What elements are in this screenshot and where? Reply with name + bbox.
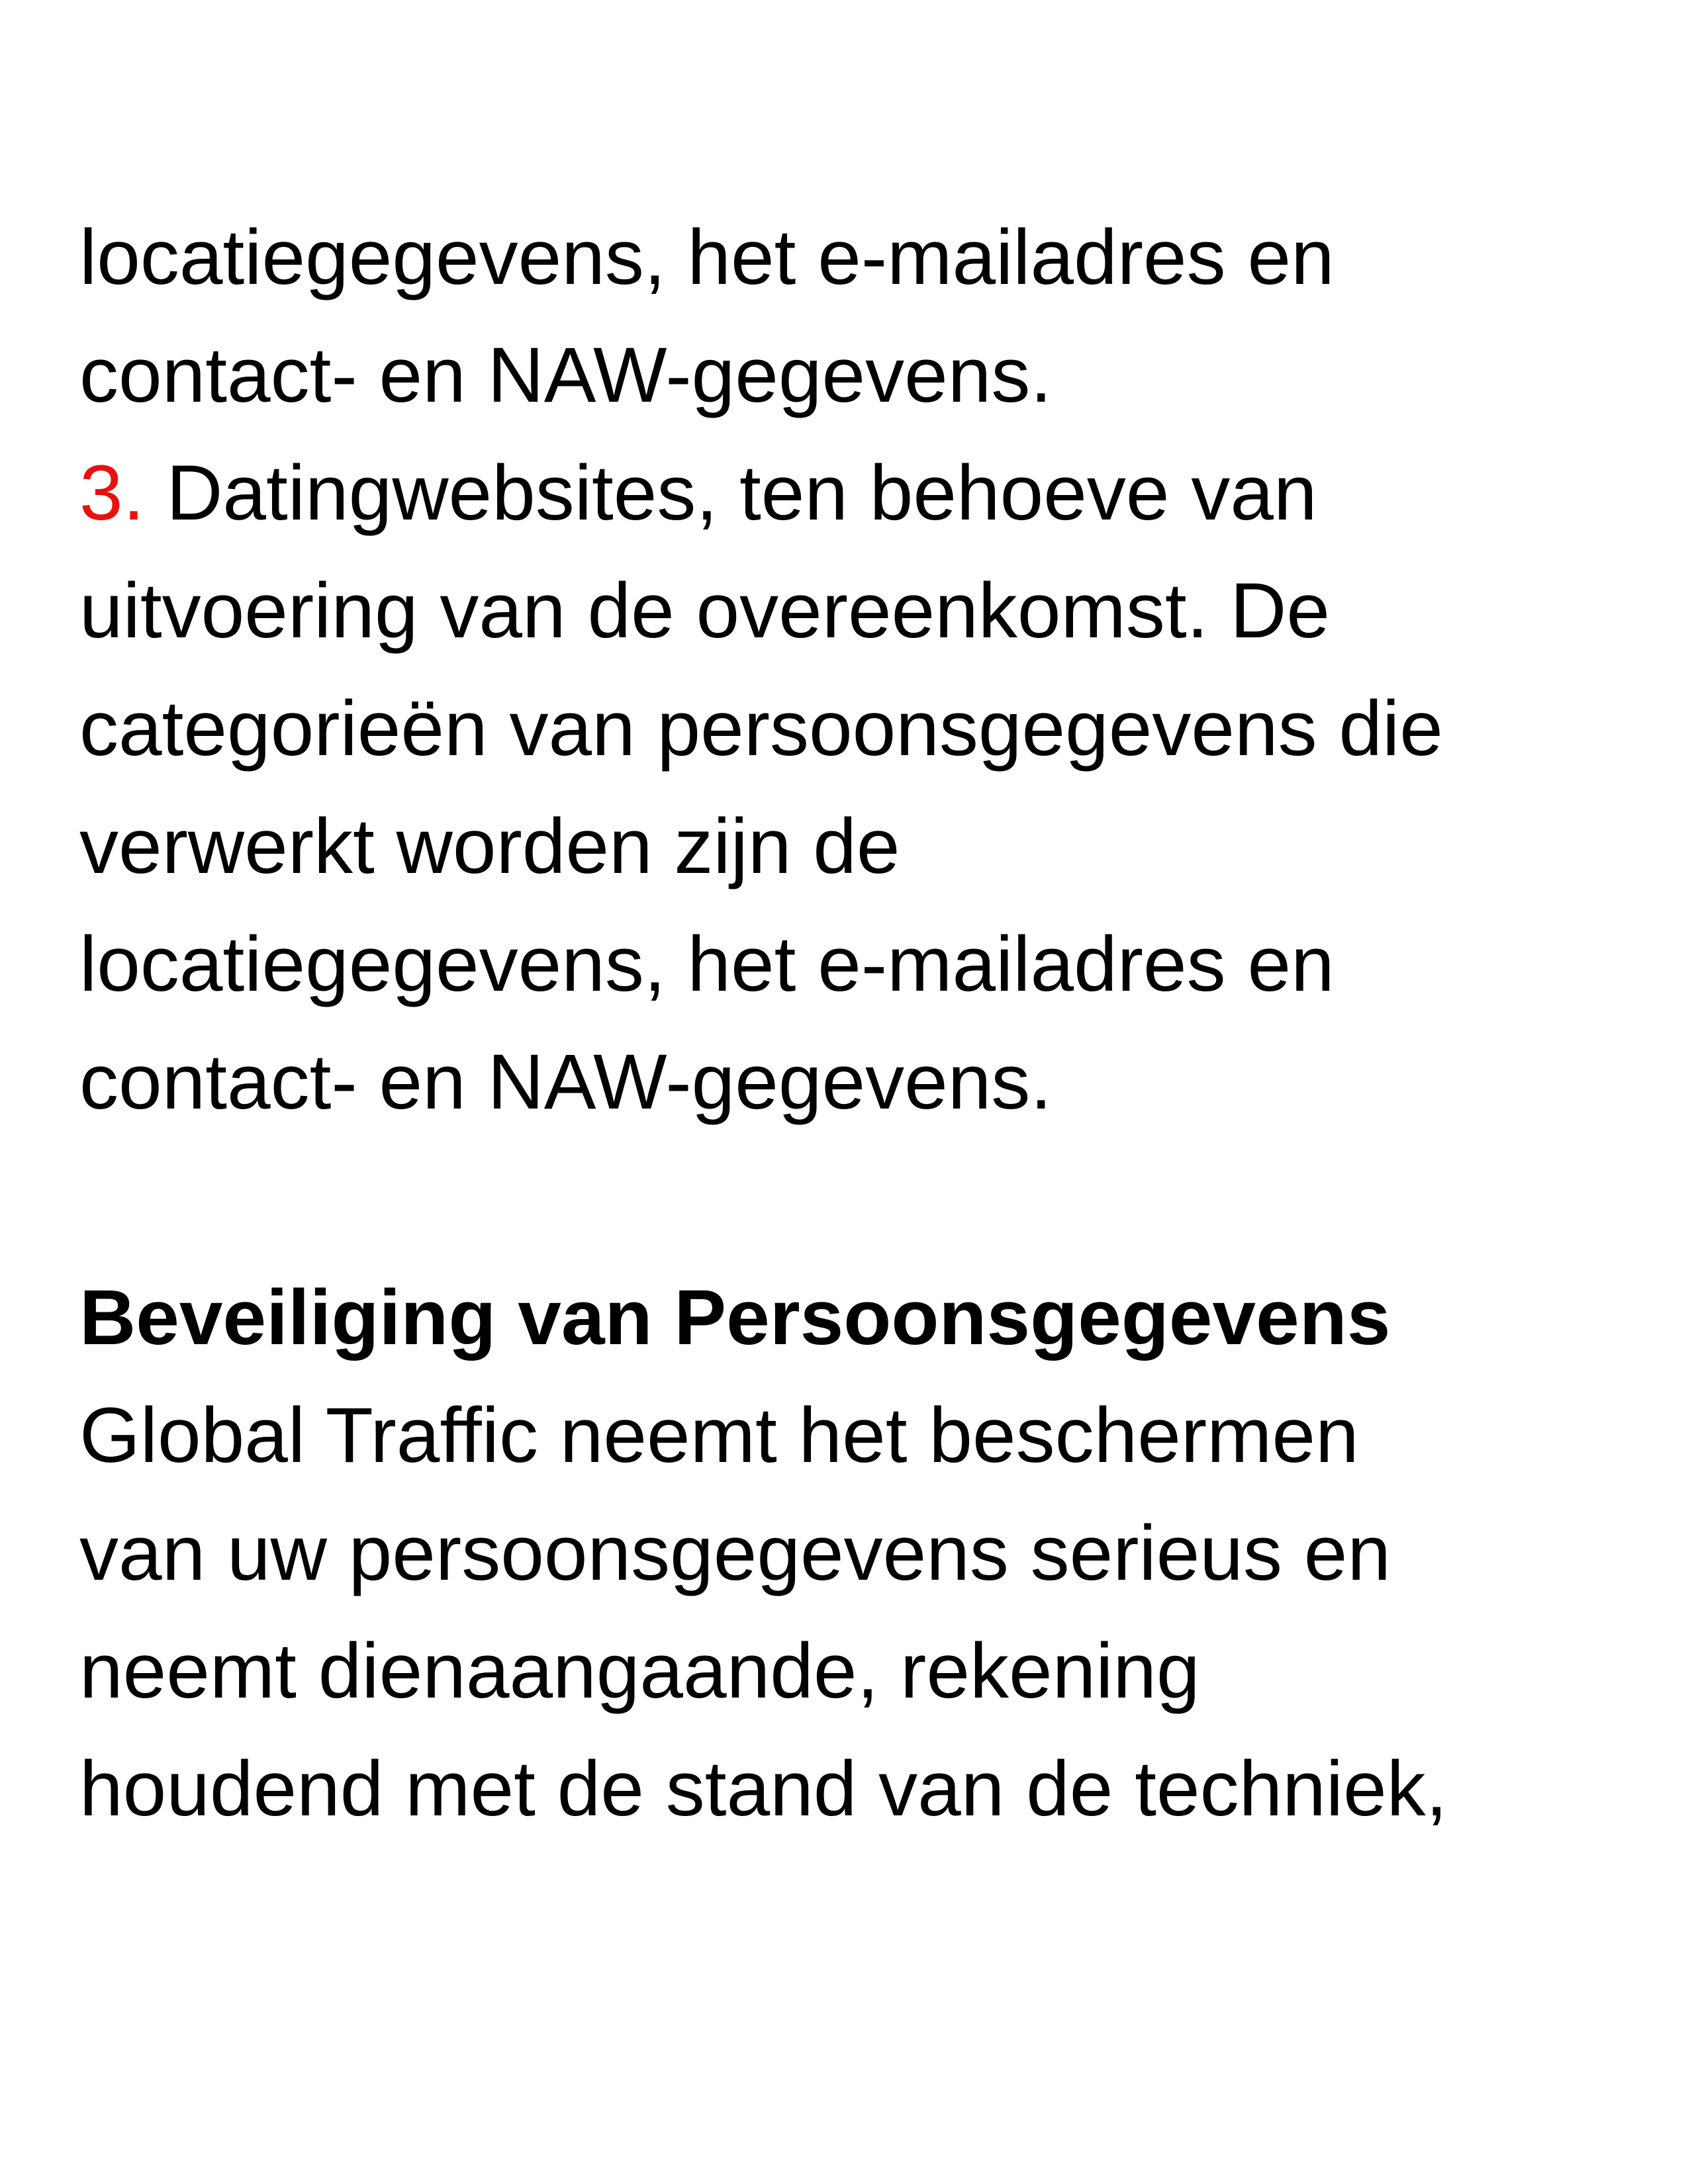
text-line: locatiegegevens, het e-mailadres en [79, 214, 1335, 301]
text-line: contact- en NAW-gegevens. [79, 332, 1053, 419]
list-item-3 [79, 434, 1628, 552]
text-line: houdend met de stand van de techniek, [79, 1745, 1448, 1833]
text-line: van uw persoonsgegevens serieus en [79, 1510, 1391, 1597]
list-item-text: Datingwebsites, ten behoeve van [166, 449, 1317, 537]
text-line: contact- en NAW-gegevens. [79, 1038, 1053, 1126]
text-line: categorieën van persoonsgegevens die [79, 685, 1443, 772]
text-line: Global Traffic neemt het beschermen [79, 1392, 1359, 1479]
text-line: neemt dienaangaande, rekening [79, 1627, 1200, 1715]
section-heading: Beveiliging van Persoonsgegevens [79, 1274, 1391, 1361]
list-number: 3. [79, 449, 145, 537]
document-page [79, 199, 1628, 1848]
text-line: verwerkt worden zijn de [79, 803, 900, 890]
paragraph-gap [79, 1141, 1628, 1259]
text-line: locatiegegevens, het e-mailadres en [79, 921, 1335, 1008]
text-line: uitvoering van de overeenkomst. De [79, 567, 1331, 655]
